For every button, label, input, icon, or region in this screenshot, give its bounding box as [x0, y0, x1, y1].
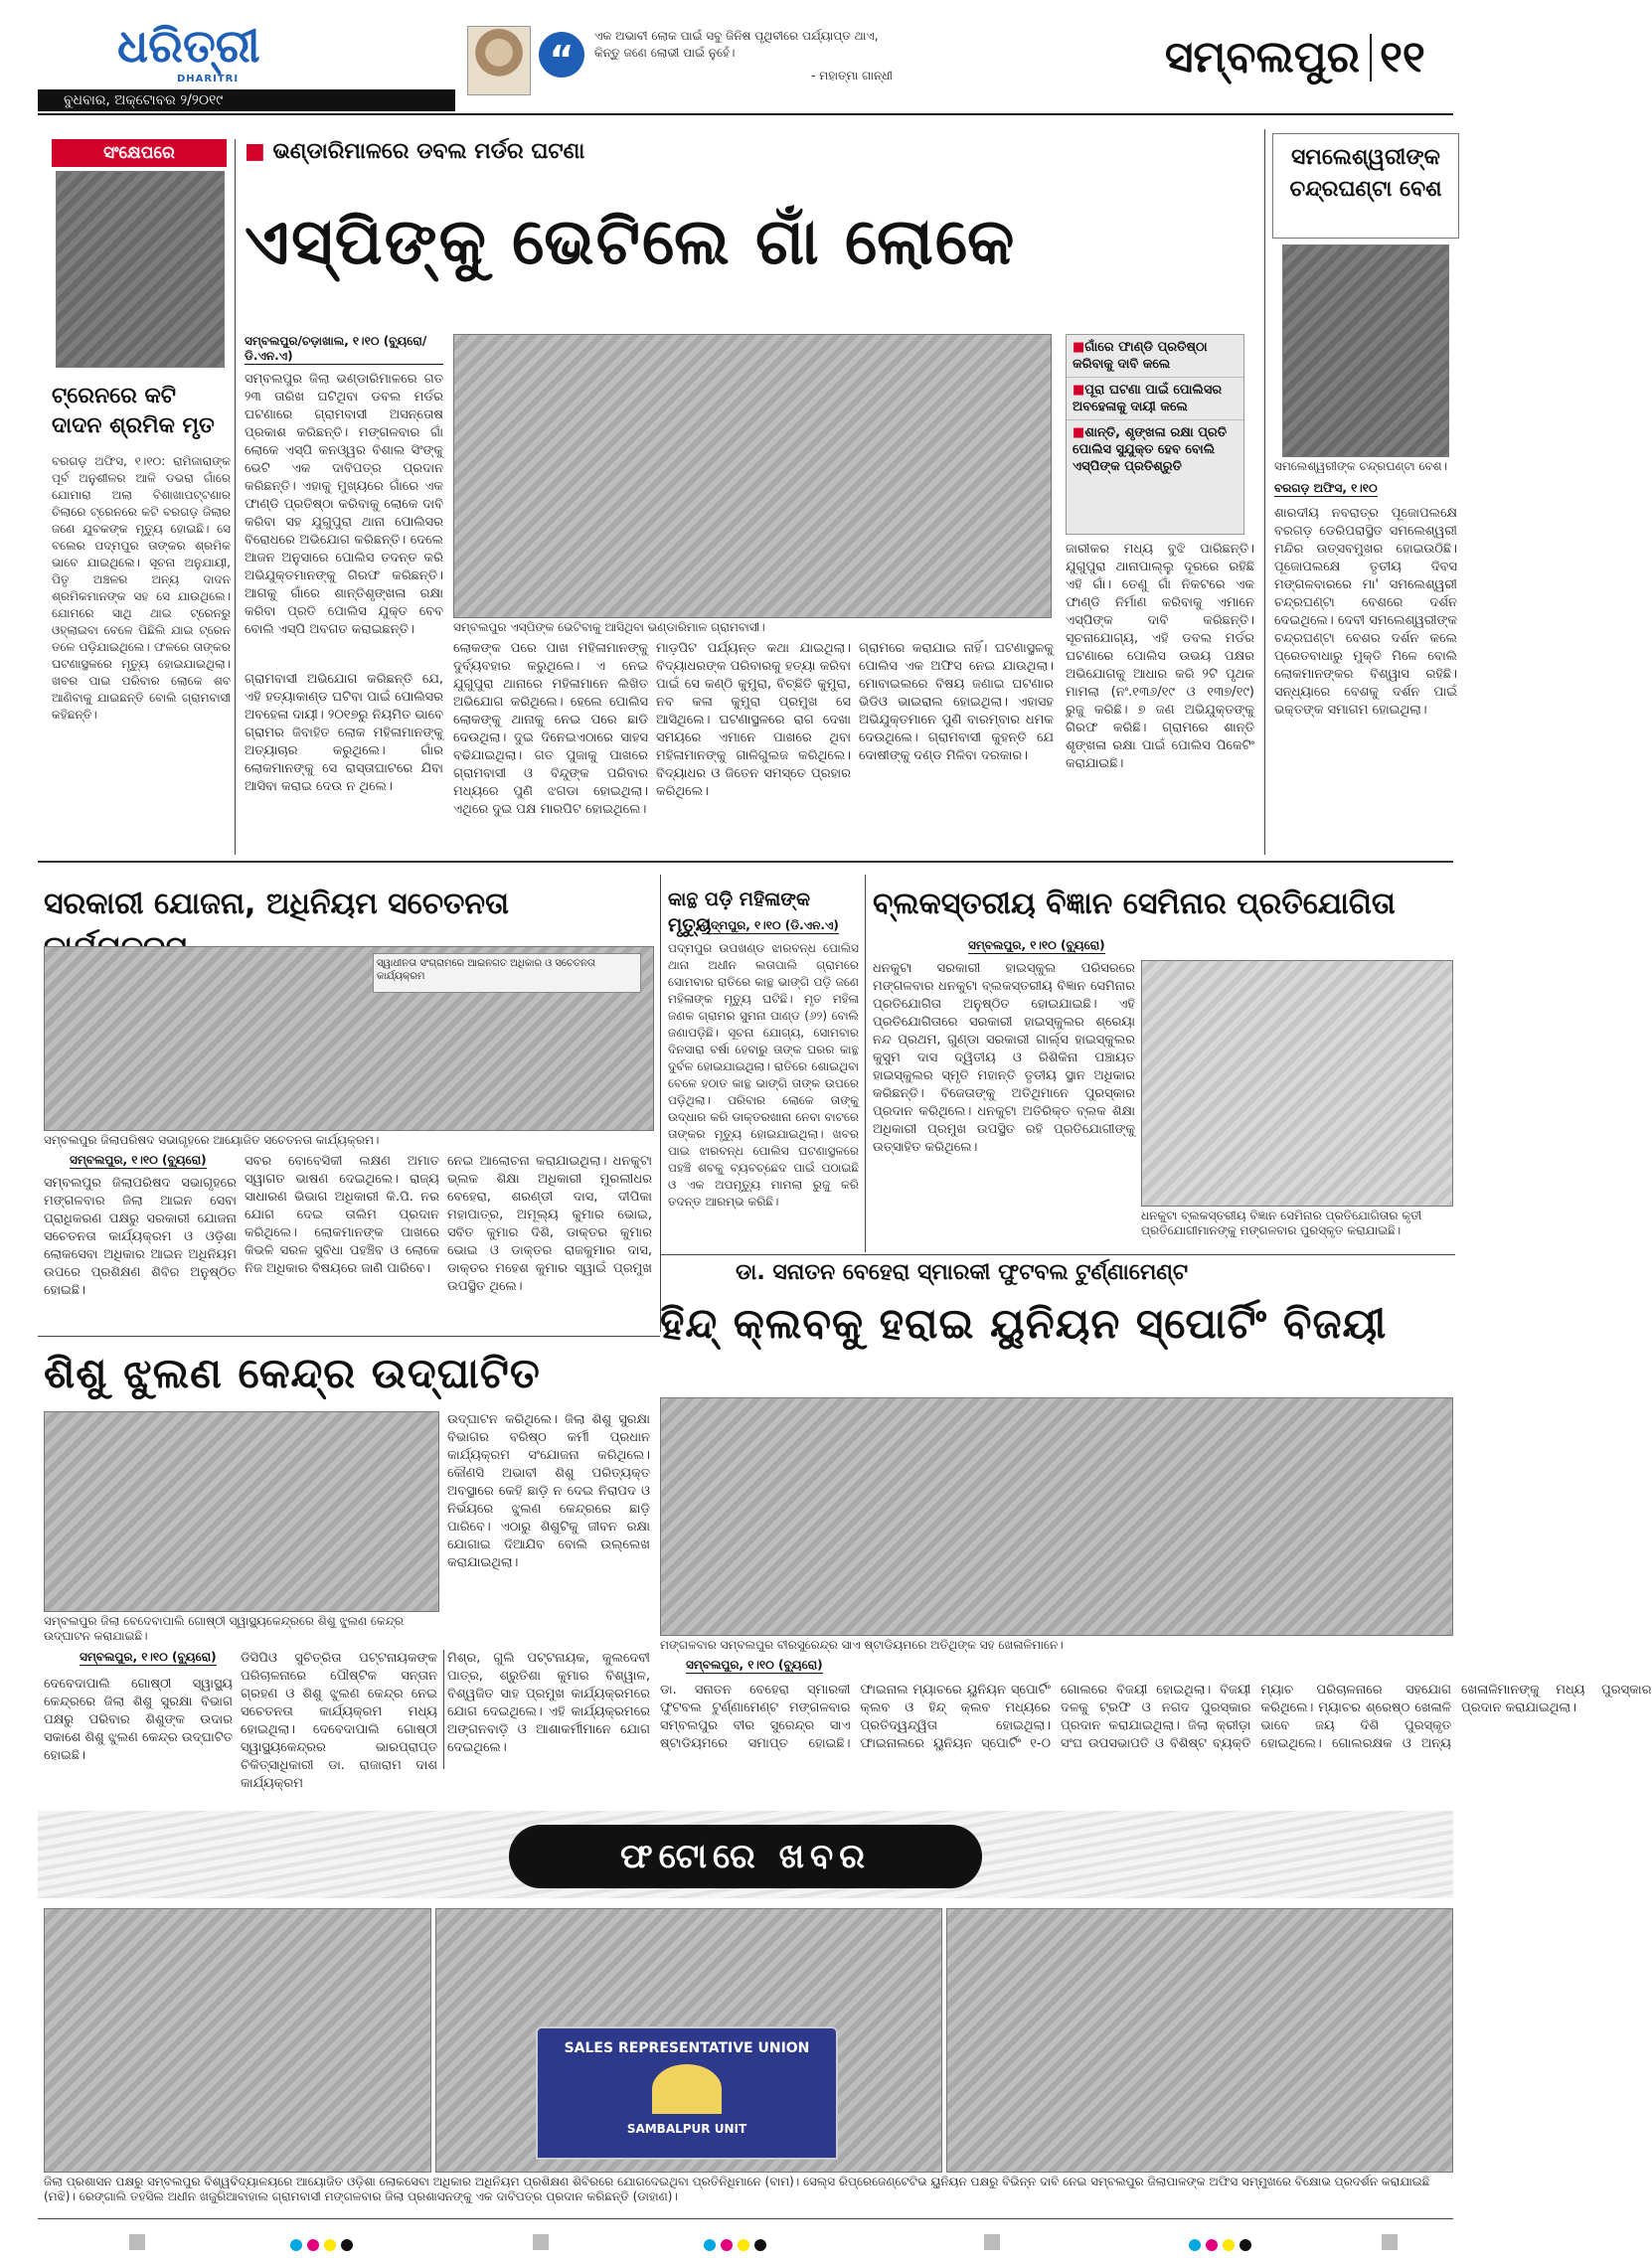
section-rule [38, 1336, 660, 1337]
awareness-body-1: ସମ୍ବଲପୁର ଜିଲାପରିଷଦ ସଭାଗୃହରେ ମଙ୍ଗଳବାର ଜିଲା ଆଇନ ସେବା ପ୍ରାଧିକରଣ ପକ୍ଷରୁ ସରକାରୀ ଯୋଜନା ସଚେତନତା କାର୍ଯ୍ୟକ୍ରମ ଓ ଓଡ଼ିଶା ଲୋକସେବା ଅଧିକାର ଆଇନ ଅଧିନିୟମ ଉପରେ ପ୍ରଶିକ୍ଷଣ ଶିବିର ଅନୁଷ୍ଠିତ ହୋଇଛି। [44, 1176, 237, 1298]
quote-author: - ମହାତ୍ମା ଗାନ୍ଧୀ [811, 69, 893, 82]
goddess-dateline: ବରଗଡ଼ ଅଫିସ, ୧।୧୦ [1274, 481, 1378, 495]
football-kicker: ଡା. ସନାତନ ବେହେରା ସ୍ମାରକୀ ଫୁଟବଲ ଟୁର୍ଣ୍ଣାମେଣ୍ଟ [736, 1260, 1189, 1285]
date-bar [38, 89, 455, 111]
football-caption: ମଙ୍ଗଳବାର ସମ୍ବଲପୁର ବୀରସୁରେନ୍ଦ୍ର ସାଏ ଷ୍ଟାଡିୟମରେ ଅତିଥିଙ୍କ ସହ ଖେଳାଳିମାନେ। [660, 1638, 1064, 1652]
section-rule [38, 861, 1453, 863]
kicker-square-icon: ■ [245, 139, 265, 164]
lead-column-1 [245, 334, 443, 850]
awareness-headline: ସରକାରୀ ଯୋଜନା, ଅଧିନିୟମ ସଚେତନତା [44, 887, 509, 921]
lead-kicker [245, 137, 960, 167]
victim-photo [56, 171, 225, 368]
edition-date: ବୁଧବାର, ଅକ୍ଟୋବର ୨/୨୦୧୯ [64, 92, 224, 108]
highlight-3: ■ ଶାନ୍ତି, ଶୃଙ୍ଖଳା ରକ୍ଷା ପ୍ରତି ପୋଲିସ ସୁଯୁକ୍ତ ହେବ ବୋଲି ଏସ୍‌ପିଙ୍କ ପ୍ରତିଶ୍ରୁତି [1067, 420, 1243, 479]
lead-kicker-text: ଭଣ୍ଡାରିମାଳରେ ଡବଲ ମର୍ଡର ଘଟଣା [272, 139, 585, 164]
brief-headline: ଟ୍ରେନରେ କଟି ଦାଦନ ଶ୍ରମିକ ମୃତ [52, 384, 215, 438]
awareness-dateline: ସମ୍ବଲପୁର, ୧।୧୦ (ବ୍ୟୁରୋ) [70, 1153, 207, 1167]
cmyk-dots [704, 2236, 766, 2255]
lead-highlights [1066, 334, 1244, 535]
section-name: ସମ୍ବଲପୁର [1164, 32, 1360, 82]
footer-rule [38, 2218, 1453, 2219]
creche-body-2: ଡିସିପିଓ ସୁଚିତ୍ରିତା ପଟ୍ଟନାୟକଙ୍କ ପରିଚାଳନାରେ ପୌଷ୍ଟିକ ସନ୍ତାନ ଗ୍ରହଣ ଓ ଶିଶୁ ଝୁଲଣ କେନ୍ଦ୍ର ନେଇ ସଚେତନତା କାର୍ଯ୍ୟକ୍ରମ ମଧ୍ୟ ହୋଇଥିଲା। ଦେବେଦାପାଲି ଗୋଷ୍ଠୀ ସ୍ୱାସ୍ଥ୍ୟକେନ୍ଦ୍ରର ଭାରପ୍ରାପ୍ତ ଚିକିତ୍ସାଧିକାରୀ ଡା. ରାଜାରାମ ଦାଶ କାର୍ଯ୍ୟକ୍ରମ [241, 1651, 437, 1791]
football-team-photo [660, 1397, 1453, 1636]
lead-body-6: ଜାରୀକର ମଧ୍ୟ ବୁଝି ପାରିଛନ୍ତି। ଯୁଗୁପୁରା ଥାନାପାଲ୍ଲୁ ଦୂରରେ ରହିଛି ଏହି ଗାଁ। ତେଣୁ ଗାଁ ନିକଟରେ ଏକ ଫାଣ୍ଡି ନିର୍ମାଣ କରିବାକୁ ଏମାନେ ଏସ୍‌ପିଙ୍କ ଦାବି କରିଛନ୍ତି। ସୂଚନାଯୋଗ୍ୟ, ଏହି ଡବଲ ମର୍ଡର ଘଟଣାରେ ପୋଲିସ ଉଭୟ ପକ୍ଷର ଅଭିଯୋଗକୁ ଆଧାର କରି ୨ଟି ପୃଥକ ମାମଲା (ନଂ.୧୩୬/୧୯ ଓ ୧୩୭/୧୯) ରୁଜୁ କରିଛି। ୭ ଜଣ ଅଭିଯୁକ୍ତଙ୍କୁ ଗିରଫ କରିଛି। ଗ୍ରାମରେ ଶାନ୍ତି ଶୃଙ୍ଖଳା ରକ୍ଷା ପାଇଁ ପୋଲିସ ପିକେଟିଂ କରାଯାଇଛି। [1066, 542, 1254, 771]
lead-body-5: ଗ୍ରାମରେ କରାଯାଇ ନାହିଁ। ଘଟଣାସ୍ଥଳକୁ ପୋଲିସ ଏକ ଅଫିସ ନେଇ ଯାଉଥିଲା। ମୋବାଇଲରେ ବିଷୟ ଜଣାଇ ଘଟଣାର ଭିଡିଓ ଭାଇରାଲ ହୋଇଥିଲା। ଏହାସହ ଅଭିଯୁକ୍ତମାନେ ପୁଣି ବାରମ୍ବାର ଧମକ ଦେଉଥିଲେ। ଗ୍ରାମବାସୀ କୁହନ୍ତି ଯେ ଦୋଷୀଙ୍କୁ ଦଣ୍ଡ ମିଳିବା ଦରକାର। [859, 641, 1054, 763]
science-winners-photo [1141, 960, 1453, 1207]
creche-body-4: ମିଶ୍ର, ଗୁଲି ପଟ୍ଟନାୟକ, କୁଲଦେବୀ ପାତ୍ର, ଶ୍ରୁତିଶା କୁମାର ବିଶ୍ୱାଳ, ବିଶ୍ୱଜିତ ସାହ ପ୍ରମୁଖ କାର୍ଯ୍ୟକ୍ରମରେ ଯୋଗ ଦେଇଥିଲେ। ଏହି କାର୍ଯ୍ୟକ୍ରମରେ ଅଙ୍ଗନବାଡ଼ି ଓ ଆଶାକର୍ମୀମାନେ ଯୋଗ ଦେଇଥିଲେ। [447, 1651, 650, 1755]
goddess-headline: ସମଲେଶ୍ୱରୀଙ୍କ ଚନ୍ଦ୍ରଘଣ୍ଟା ବେଶ [1289, 145, 1442, 202]
lead-body-3: ଲୋକଙ୍କ ପରେ ପାଖ ମହିଳାମାନଙ୍କୁ ଦୁର୍ବ୍ୟବହାର କରୁଥିଲେ। ଏ ନେଇ ଯୁଗୁପୁରା ଥାନାରେ ମହିଳାମାନେ ଲିଖିତ ଅଭିଯୋଗ କରିଥିଲେ। ହେଲେ ପୋଲିସ ଲୋକଙ୍କୁ ଥାନାକୁ ନେଇ ପରେ ଛାଡି ଦେଉଥିଲା। ଦୁଇ ଦିନେଇଏଠାରେ ସାହସ ବଢିଯାଇଥିଲା। ଗତ ପୁଜାକୁ ପାଖରେ ଗ୍ରାମବାସୀ ଓ ବିନ୍ଦୁଙ୍କ ପରିବାର ମଧ୍ୟରେ ପୁଣି ଝଗଡା ହୋଇଥିଲା। ଏଥିରେ ଦୁଇ ପକ୍ଷ ମାରପିଟ ହୋଇଥିଲେ। [453, 641, 648, 817]
awareness-caption: ସମ୍ବଲପୁର ଜିଲାପରିଷଦ ସଭାଗୃହରେ ଆୟୋଜିତ ସଚେତନତା କାର୍ଯ୍ୟକ୍ରମ। [44, 1133, 380, 1147]
science-caption: ଧନକୁଟା ବ୍ଲକସ୍ତରୀୟ ବିଜ୍ଞାନ ସେମିନାର ପ୍ରତିଯୋଗିତାର କୃତୀ ପ୍ରତିଯୋଗୀମାନଙ୍କୁ ମଙ୍ଗଳବାର ପୁରସ୍କୃତ କରାଯାଇଛି। [1141, 1209, 1422, 1237]
gray-swatch [984, 2234, 1000, 2250]
training-camp-photo [44, 1908, 431, 2173]
photonews-caption: ଜିଲା ପ୍ରଶାସନ ପକ୍ଷରୁ ସମ୍ବଲପୁର ବିଶ୍ୱବିଦ୍ୟାଳୟରେ ଆୟୋଜିତ ଓଡ଼ିଶା ଲୋକସେବା ଅଧିକାର ଅଧିନିୟମ ପ୍ରଶିକ୍ଷଣ ଶିବିରରେ ଯୋଗଦେଇଥିବା ପ୍ରତିନିଧିମାନେ (ବାମ)। ସେଲ୍ସ ରିପ୍ରେଜେଣ୍ଟେଟିଭ ୟୁନିୟନ ପକ୍ଷରୁ ବିଭିନ୍ନ ଦାବି ନେଇ ସମ୍ବଲପୁର ଜିଲାପାଳଙ୍କ ଅଫିସ ସମ୍ମୁଖରେ ବିକ୍ଷୋଭ ପ୍ରଦର୍ଶନ କରାଯାଇଛି (ମଝି)। ରେଙ୍ଗାଲି ତହସିଲ ଅଧୀନ ଖଜୁରିଆବାହାଲ ଗ୍ରାମବାସୀ ମଙ୍ଗଳବାର ଜିଲା ପ୍ରଶାସନଙ୍କୁ ଏକ ଦାବିପତ୍ର ପ୍ରଦାନ କରିଛନ୍ତି (ଡାହାଣ)। [44, 2175, 1430, 2203]
union-banner [536, 2026, 838, 2160]
lead-protest-photo [453, 334, 1052, 618]
awareness-body-3: ନେଇ ଆଲୋଚନା କରାଯାଇଥିଲା। ଧନକୁଟା ଭ୍ଲକ ଶିକ୍ଷା ଅଧିକାରୀ ମୁରଲୀଧର ବେହେରା, ଶରଣ୍ଡୀ ଦାସ, ଦୀପିକା ମହାପାତ୍ର, ଅମୂଲ୍ୟ କୁମାର ଭୋଇ, ସବିତ କୁମାର ଦିଶି, ଡାକ୍ତର କୁମାର ଭୋଇ ଓ ଡାକ୍ତର ରାଜକୁମାର ଦାସ, ଡାକ୍ତର ମହେଶ କୁମାର ସ୍ୱାଇଁ ପ୍ରମୁଖ ଉପସ୍ଥିତ ଥିଲେ। [447, 1154, 652, 1294]
brief-label: ସଂକ୍ଷେପରେ [52, 139, 227, 167]
photonews-banner-text: ଫଟୋରେ ଖବର [619, 1837, 872, 1876]
quote-text: ଏକ ଅଭାବୀ ଲୋକ ପାଇଁ ସବୁ ଜିନିଷ ପୃଥିବୀରେ ପର୍ଯ୍ୟାପ୍ତ ଥାଏ, କିନ୍ତୁ ଜଣେ ଲୋଭୀ ପାଇଁ ନୁହେଁ। [594, 29, 879, 60]
goddess-photo [1282, 244, 1449, 457]
section-rule [660, 1254, 1455, 1255]
photonews-banner [509, 1825, 982, 1888]
col-divider [235, 139, 236, 855]
page-number: ୧୧ [1380, 32, 1425, 82]
creche-dateline: ସମ୍ବଲପୁର, ୧।୧୦ (ବ୍ୟୁରୋ) [80, 1650, 217, 1664]
lead-body-1: ସମ୍ବଲପୁର ଜିଲା ଭଣ୍ଡାରିମାଳରେ ଗତ ୨୩ ତାରିଖ ଘଟିଥିବା ଡବଲ ମର୍ଡର ଘଟଣାରେ ଗ୍ରାମବାସୀ ଅସନ୍ତୋଷ ପ୍ରକାଶ କରିଛନ୍ତି। ମଙ୍ଗଳବାର ଗାଁ ଲୋକେ ଏସ୍‌ପି କନଓ୍ୱର ବିଶାଲ ସିଂଙ୍କୁ ଭେଟି ଏକ ଦାବିପତ୍ର ପ୍ରଦାନ କରିଛନ୍ତି। ଏହାକୁ ମୁଖ୍ୟରେ ଗାଁରେ ଏକ ଫାଣ୍ଡି ପ୍ରତିଷ୍ଠା କରିବାକୁ ଲୋକେ ଦାବି କରିବା ସହ ଯୁଗୁପୁରା ଥାନା ପୋଲିସର ବିରୋଧରେ ଅଭିଯୋଗ କରିଛନ୍ତି। ଦେଲେ ଆଜନ ଅନୁସାରେ ପୋଲିସ ତଦନ୍ତ କରି ଅଭିଯୁକ୍ତମାନଙ୍କୁ ଗିରଫ କରିଛନ୍ତି। ଆଗକୁ ଗାଁରେ ଶାନ୍ତିଶୃଙ୍ଖଳା ରକ୍ଷା କରିବା ପ୍ରତି ପୋଲିସ ଯୁକ୍ତ ବେବ ବୋଲି ଏସ୍‌ପି ଅବଗତ କରାଇଛନ୍ତି। [245, 372, 443, 637]
quote-mark-icon: “ [539, 32, 584, 78]
awareness-photo [44, 946, 654, 1131]
creche-headline: ଶିଶୁ ଝୁଲଣ କେନ୍ଦ୍ର ଉଦ୍‌ଘାଟିତ [44, 1349, 541, 1397]
creche-body-1: ଦେବେଦାପାଲି ଗୋଷ୍ଠୀ ସ୍ୱାସ୍ଥ୍ୟ କେନ୍ଦ୍ରରେ ଜିଲା ଶିଶୁ ସୁରକ୍ଷା ବିଭାଗ ପକ୍ଷରୁ ପରିବାର ଶିଶୁଙ୍କ ଉଦାର ସକାଶେ ଶିଶୁ ଝୁଲଣ କେନ୍ଦ୍ର ଉଦ୍‌ଘାଟିତ ହୋଇଛି। [44, 1677, 233, 1763]
creche-body-3: ଉଦ୍‌ଘାଟନ କରିଥିଲେ। ଜିଲା ଶିଶୁ ସୁରକ୍ଷା ବିଭାଗର ବରିଷ୍ଠ କର୍ମୀ ପ୍ରଧାନ କାର୍ଯ୍ୟକ୍ରମ ସଂଯୋଜନା କରିଥିଲେ। କୌଣସି ଅଭାବୀ ଶିଶୁ ପରିତ୍ୟକ୍ତ ଅବସ୍ଥାରେ କେହି ଛାଡ଼ି ନ ଦେଇ ନିରାପଦ ଓ ନିର୍ଭୟରେ ଝୁଲଣ କେନ୍ଦ୍ରରେ ଛାଡ଼ି ପାରିବେ। ଏଠାରୁ ଶିଶୁଟିକୁ ଜୀବନ ରକ୍ଷା ଯୋଗାଇ ଦିଆଯିବ ବୋଲି ଉଲ୍ଲେଖ କରାଯାଇଥିଲା। [447, 1412, 650, 1570]
football-headline: ହିନ୍ଦ୍ କ୍ଲବକୁ ହରାଇ ୟୁନିୟନ ସ୍ପୋର୍ଟିଂ ବିଜୟୀ [660, 1299, 1388, 1348]
masthead [38, 18, 1453, 117]
logo-text: ଧରିତ୍ରୀ [117, 19, 260, 73]
lead-photo-caption: ସମ୍ବଲପୁର ଏସ୍‌ପିଙ୍କ ଭେଟିବାକୁ ଆସିଥିବା ଭଣ୍ଡାରିମାଳ ଗ୍ରାମବାସୀ। [453, 620, 765, 634]
memorandum-photo [946, 1908, 1453, 2173]
woman-dateline: ପଦ୍ମପୁର, ୧।୧୦ (ଡି.ଏନ.ଏ) [702, 918, 839, 932]
science-dateline: ସମ୍ବଲପୁର, ୧।୧୦ (ବ୍ୟୁରୋ) [968, 938, 1105, 952]
goddess-body: ଶାରଦୀୟ ନବରାତ୍ର ପୂଜୋପଲକ୍ଷେ ବରଗଡ଼ ଡେରିପରାସ୍ଥିତ ସମଲେଶ୍ୱରୀ ମନ୍ଦିର ଉତ୍ସବମୁଖର ହୋଇଉଠିଛି। ପୂଜୋପଲକ୍ଷେ ତୃତୀୟ ଦିବସ ମଙ୍ଗଳବାରରେ ମା' ସମଲେଶ୍ୱରୀ ଚନ୍ଦ୍ରଘଣ୍ଟା ବେଶରେ ଦର୍ଶନ ଦେଇଥିଲେ। ଦେବୀ ସମଲେଶ୍ୱରୀଙ୍କ ଚନ୍ଦ୍ରଘଣ୍ଟା ବେଶର ଦର୍ଶନ କଲେ ପ୍ରେତବାଧାରୁ ମୁକ୍ତି ମିଳେ ବୋଲି ଲୋକମାନଙ୍କର ବିଶ୍ୱାସ ରହିଛି। ସନ୍ଧ୍ୟାରେ ବେଶକୁ ଦର୍ଶନ ପାଇଁ ଭକ୍ତଙ୍କ ସମାଗମ ହୋଇଥିଲା। [1274, 506, 1457, 718]
col-divider [660, 875, 661, 1332]
science-headline: ବ୍ଲକସ୍ତରୀୟ ବିଜ୍ଞାନ ସେମିନାର ପ୍ରତିଯୋଗିତା [873, 887, 1396, 921]
section-divider [1370, 34, 1372, 81]
union-banner-title: SALES REPRESENTATIVE UNION [564, 2040, 810, 2056]
masthead-rule [38, 113, 1453, 115]
gray-swatch [533, 2234, 549, 2250]
brief-body: ବରଗଡ଼ ଅଫିସ, ୧।୧୦: ରାମିଜାରାଙ୍କ ପୂର୍ବ ଅନୁଶୀଳର ଆଳି ଡଭରା ଗାଁରେ ଯୋମାରା ଅଲା ବିଶାଖାପଟ୍ଟଣାର ଚିଲାରେ ଟ୍ରେନରେ କଟି ବରଗଡ଼ ଜିଲାର ଜଣେ ଯୁବକଙ୍କ ମୃତ୍ୟୁ ହୋଇଛି। ସେ ବଲେର ପଦ୍ମପୁର ତାଙ୍କର ଶ୍ରମିକ ଭାବେ ଯାଇଥିଲେ। ସୂଚନା ଅନୁଯାୟୀ, ପିତୃ ଅଞ୍ଚଳର ଅନ୍ୟ ଦାଦନ ଶ୍ରମିକମାନଙ୍କ ସହ ସେ ଯାଉଥିଲେ। ଯୋମରେ ସାଥି ଥାଇ ଟ୍ରେନରୁ ଓହ୍ଲାଇବା ବେଳେ ପିଛିଲି ଯାଇ ଟ୍ରେନ ତଳେ ପଡ଼ିଯାଇଥିଲେ। ଫଳରେ ତାଙ୍କର ଘଟଣାସ୍ଥଳରେ ମୃତ୍ୟୁ ହୋଇଯାଇଥିଲା। ଖବର ପାଇ ପରିବାର ଲୋକେ ଶବ ଆଣିବାକୁ ଯାଇଛନ୍ତି ବୋଲି ଗ୍ରାମବାସୀ କହିଛନ୍ତି। [52, 454, 231, 722]
union-banner-unit: SAMBALPUR UNIT [626, 2122, 747, 2136]
woman-headline: କାନ୍ଥ ପଡ଼ି ମହିଳାଙ୍କ ମୃତ୍ୟୁ [668, 889, 810, 936]
lead-body-4: ମାଡ଼ପିଟ ପର୍ଯ୍ୟନ୍ତ କଥା ଯାଇଥିଲା। ବିଦ୍ୟାଧରଙ୍କ ପରିବାରକୁ ହତ୍ୟା କରିବା ପାଇଁ ସେ କଣ୍ଠି କୁମୁରା, ବିଚ୍ଛିତି କୁମୁରା, ନବ କଳା କୁମୁରା ପ୍ରମୁଖ ସେ ଆସିଥିଲେ। ଘଟଣାସ୍ଥଳରେ ରାଗ ଦେଖା ସମୟରେ ଏମାନେ ପାଖରେ ଥିବା ମହିଳାମାନଙ୍କୁ ଗାଳିଗୁଲଜ କରିଥିଲେ। ବିଦ୍ୟାଧର ଓ ଜିତେନ ସମସ୍ତେ ପ୍ରହାର କରିଥିଲେ। [656, 641, 851, 799]
woman-body: ପଦ୍ମପୁର ଉପଖଣ୍ଡ ଝାରବନ୍ଧ ପୋଲିସ ଥାନା ଅଧୀନ ଲତାପାଲି ଗ୍ରାମରେ ସୋମବାର ରାତିରେ କାନ୍ଥ ଭାଙ୍ଗି ପଡ଼ି ଜଣେ ମହିଳାଙ୍କ ମୃତ୍ୟୁ ଘଟିଛି। ମୃତ ମହିଳା ଜଣକ ଗ୍ରାମର ସୁମନା ପାଣ୍ଡ (୬୨) ବୋଲି ଜଣାପଡ଼ିଛି। ସୂଚନା ଯୋଗ୍ୟ, ସୋମବାର ଦିନସାରା ବର୍ଷା ହେବାରୁ ତାଙ୍କ ଘରର କାନ୍ଥ ଦୁର୍ବଳ ହୋଇଯାଇଥିଲା। ରାତିରେ ଶୋଇଥିବା ବେଳେ ହଠାତ କାନ୍ଥ ଭାଙ୍ଗି ତାଙ୍କ ଉପରେ ପଡ଼ିଥିଲା। ପରିବାର ଲୋକେ ତାଙ୍କୁ ଉଦ୍ଧାର କରି ଡାକ୍ତରଖାନା ନେବା ବାଟରେ ତାଙ୍କର ମୃତ୍ୟୁ ହୋଇଯାଇଥିଲା। ଖବର ପାଇ ଝାରବନ୍ଧ ପୋଲିସ ଘଟଣାସ୍ଥଳରେ ପହଞ୍ଚି ଶବକୁ ବ୍ୟବଚ୍ଛେଦ ପାଇଁ ପଠାଇଛି ଓ ଏକ ଅପମୃତ୍ୟୁ ମାମଲା ରୁଜୁ କରି ତଦନ୍ତ ଆରମ୍ଭ କରିଛି। [668, 941, 859, 1209]
awareness-body-2: ସବର ବୋବେସିକୀ ଲକ୍ଷଣ ଅମାତ ସ୍ୱାଗତ ଭାଷଣ ଦେଇଥିଲେ। ରାଜ୍ୟ ସାଧାରଣ ଭିଭାଗ ଅଧିକାରୀ କି.ପି. ନର ଯୋଗ ଦେଇ ତାଲିମ ପ୍ରଦାନ କରିଥିଲେ। ଲୋକମାନଙ୍କ ପାଖରେ କିଭଳି ସରଳ ସୁବିଧା ପହଞ୍ଚିବ ଓ ଲୋକେ ନିଜ ଅଧିକାର ବିଷୟରେ ଜାଣି ପାରିବେ। [245, 1154, 439, 1276]
highlight-2: ■ ପୂରା ଘଟଣା ପାଇଁ ପୋଲିସର ଅବହେଳାକୁ ଦାୟୀ କଲେ [1067, 378, 1243, 420]
goddess-headline-box [1272, 133, 1459, 239]
lead-dateline: ସମ୍ବଲପୁର/ଚଡ଼ାଖାଲ, ୧।୧୦ (ବ୍ୟୁରୋ/ଡି.ଏନ.ଏ) [245, 334, 443, 365]
creche-photo [44, 1411, 439, 1612]
science-body: ଧନକୁଟା ସରକାରୀ ହାଇସ୍କୁଲ ପରିସରରେ ମଙ୍ଗଳବାର ଧନକୁଟା ବ୍ଲକସ୍ତରୀୟ ବିଜ୍ଞାନ ସେମିନାର ପ୍ରତିଯୋଗିତା ଅନୁଷ୍ଠିତ ହୋଇଯାଇଛି। ଏହି ପ୍ରତିଯୋଗିତାରେ ସରକାରୀ ହାଇସ୍କୁଲର ଶ୍ରେୟା ନନ୍ଦ ପ୍ରଥମ, ଗୁଣ୍ଡା ସରକାରୀ ଗାର୍ଲ୍ସ ହାଇସ୍କୁଲର କୁସୁମ ଦାସ ଦ୍ୱିତୀୟ ଓ ରିଶିକିନା ପଞ୍ଚାୟତ ହାଇସ୍କୁଲର ସ୍ମୃତି ମହାନ୍ତି ତୃତୀୟ ସ୍ଥାନ ଅଧିକାର କରିଛନ୍ତି। ବିଜେତାଙ୍କୁ ଅତିଥିମାନେ ପୁରସ୍କାର ପ୍ରଦାନ କରିଥିଲେ। ଧନକୁଟା ଅତିରିକ୍ତ ବ୍ଲକ ଶିକ୍ଷା ଅଧିକାରୀ ପ୍ରମୁଖ ଉପସ୍ଥିତ ରହି ପ୍ରତିଯୋଗୀଙ୍କୁ ଉତ୍ସାହିତ କରିଥିଲେ। [873, 961, 1135, 1155]
union-emblem [652, 2064, 722, 2114]
union-protest-photo [435, 1908, 942, 2173]
logo-subtext: DHARITRI [177, 74, 240, 84]
gray-swatch [129, 2234, 145, 2250]
event-banner: ସ୍ୱାଧୀନତା ସଂଗ୍ରାମରେ ଆଇନଗତ ଅଧିକାର ଓ ସଚେତନତା କାର୍ଯ୍ୟକ୍ରମ [373, 953, 641, 993]
goddess-caption: ସମଲେଶ୍ୱରୀଙ୍କ ଚନ୍ଦ୍ରଘଣ୍ଟା ବେଶ। [1274, 459, 1448, 473]
lead-body-2: ଗ୍ରାମବାସୀ ଅଭିଯୋଗ କରିଛନ୍ତି ଯେ, ଏହି ହତ୍ୟାକାଣ୍ଡ ଘଟିବା ପାଇଁ ପୋଲିସର ଅବହେଳା ଦାୟୀ। ୨୦୧୭ରୁ ନିୟମିତ ଭାବେ ଗ୍ରାମର ଜିବାହିତ ଲୋକ ମହିଳାମାନଙ୍କୁ ଅତ୍ୟାଚାର କରୁଥିଲେ। ଗାଁର ଲୋକମାନଙ୍କୁ ସେ ରାସ୍ତାଘାଟରେ ଯିବା ଆସିବା କରାଇ ଦେଉ ନ ଥିଲେ। [245, 672, 443, 794]
gray-swatch [1382, 2234, 1398, 2250]
gandhi-portrait [467, 26, 531, 95]
cmyk-dots [1189, 2236, 1251, 2255]
highlight-1: ■ ଗାଁରେ ଫାଣ୍ଡି ପ୍ରତିଷ୍ଠା କରିବାକୁ ଦାବି କଲେ [1067, 335, 1243, 378]
col-divider [1264, 129, 1265, 855]
creche-caption: ସମ୍ବଲପୁର ଜିଲା ବେଦେବାପାଲି ଗୋଷ୍ଠୀ ସ୍ୱାସ୍ଥ୍ୟକେନ୍ଦ୍ରରେ ଶିଶୁ ଝୁଲଣ କେନ୍ଦ୍ର ଉଦ୍‌ଘାଟନ କରାଯାଇଛି। [44, 1614, 404, 1643]
football-body: ଡା. ସନାତନ ବେହେରା ସ୍ମାରକୀ ଫୁଟବଲ ଟୁର୍ଣ୍ଣାମେଣ୍ଟ ମଙ୍ଗଳବାର ସମ୍ବଲପୁର ବୀର ସୁରେନ୍ଦ୍ର ସାଏ ଷ୍ଟାଡିୟମରେ ସମାପ୍ତ ହୋଇଛି। ଫାଇନାଲ ମ୍ୟାଚରେ ୟୁନିୟନ ସ୍ପୋର୍ଟିଂ କ୍ଲବ ଓ ହିନ୍ଦ୍ କ୍ଲବ ମଧ୍ୟରେ ପ୍ରତିଦ୍ୱନ୍ଦ୍ୱିତା ହୋଇଥିଲା। ଫାଇନାଲରେ ୟୁନିୟନ ସ୍ପୋର୍ଟିଂ ୧-୦ ଗୋଲରେ ବିଜୟୀ ହୋଇଥିଲା। ବିଜୟୀ ଦଳକୁ ଟ୍ରଫି ଓ ନଗଦ ପୁରସ୍କାର ପ୍ରଦାନ କରାଯାଇଥିଲା। ଜିଲା କ୍ରୀଡ଼ା ସଂଘ ଉପସଭାପତି ଓ ବିଶିଷ୍ଟ ବ୍ୟକ୍ତି ମ୍ୟାଚ ପରିଚାଳନାରେ ସହଯୋଗ କରିଥିଲେ। ମ୍ୟାଚର ଶ୍ରେଷ୍ଠ ଖେଳାଳି ଭାବେ ଜୟ ଦିଶି ପୁରସ୍କୃତ ହୋଇଥିଲେ। ଗୋଲରକ୍ଷକ ଓ ଅନ୍ୟ ଖେଳାଳିମାନଙ୍କୁ ମଧ୍ୟ ପୁରସ୍କାର ପ୍ରଦାନ କରାଯାଇଥିଲା। [660, 1683, 1652, 1751]
col-divider [443, 1650, 444, 1769]
football-dateline: ସମ୍ବଲପୁର, ୧।୧୦ (ବ୍ୟୁରୋ) [686, 1658, 823, 1672]
print-registration-marks [0, 2232, 1491, 2256]
newspaper-logo [117, 18, 316, 87]
lead-headline: ଏସ୍‌ପିଙ୍କୁ ଭେଟିଲେ ଗାଁ ଲୋକେ [245, 206, 1017, 279]
col-divider [865, 875, 866, 1252]
cmyk-dots [290, 2236, 353, 2255]
